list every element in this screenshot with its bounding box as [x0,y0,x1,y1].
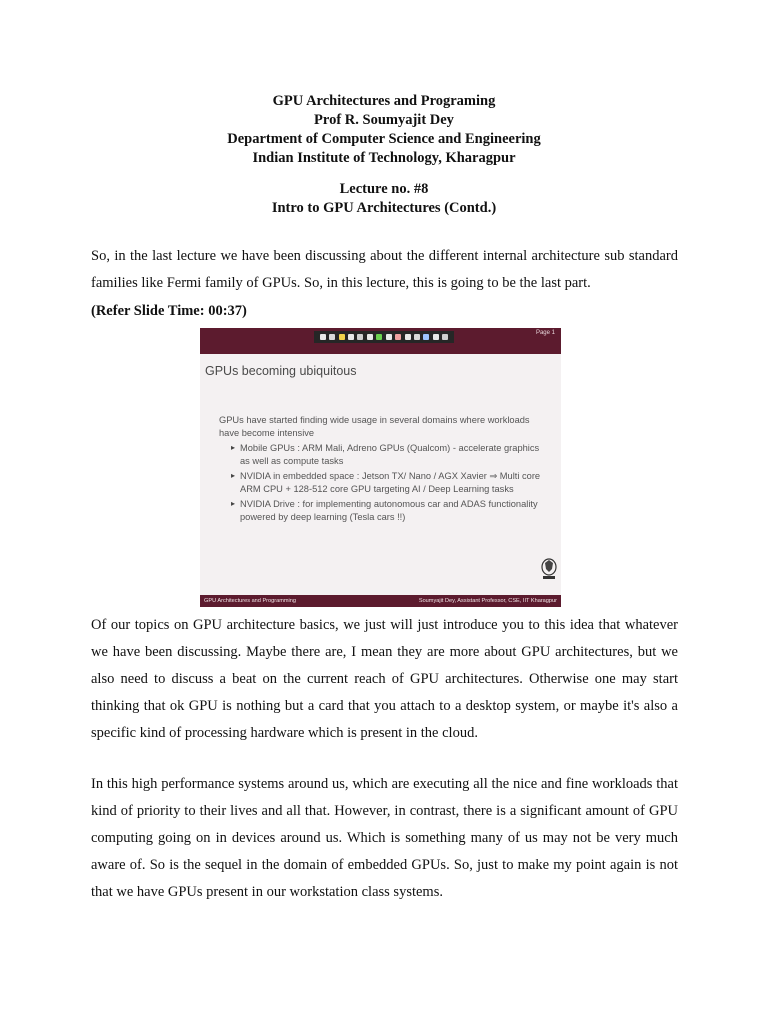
professor-name: Prof R. Soumyajit Dey [314,112,454,128]
highlighter-icon [376,334,382,340]
paragraph-embedded-gpus: In this high performance systems around us, which are executing all the nice and fine workloads that kind of priority to their lives and all that. However, in contrast, there is a significant amount of GPU computing going on in devices around us. Which is something many of us may not be very much aware of. So is the sequel in the domain of embedded GPUs. So, just to make my point again is not that we have GPUs present in our workstation class systems. [91,776,678,900]
lecture-title: Intro to GPU Architectures (Contd.) [271,200,497,216]
slide-bullet: ▸ NVIDIA Drive : for implementing autonomous car and ADAS functionality powered by deep learning (Tesla cars !!) [231,498,549,523]
eraser-icon [395,334,401,340]
pen-icon [367,334,373,340]
refer-slide-time: (Refer Slide Time: 00:37) [91,303,247,319]
course-title: GPU Architectures and Programing [272,93,496,109]
pen-icon [386,334,392,340]
paragraph-intro: So, in the last lecture we have been discussing about the different internal architecture sub standard families like Fermi family of GPUs. So, in this lecture, this is going to be the last part. [91,248,678,291]
slide-footer-course: GPU Architectures and Programming [204,598,297,604]
iit-kharagpur-emblem-icon [540,557,558,581]
lecture-number: Lecture no. #8 [339,181,429,197]
settings-icon [442,334,448,340]
institute-name: Indian Institute of Technology, Kharagpur [252,150,516,166]
slide-annotation-toolbar [314,331,454,343]
pen-icon [414,334,420,340]
pen-icon [433,334,439,340]
slide-image [200,328,561,607]
arrow-icon [357,334,363,340]
slide-intro: GPUs have started finding wide usage in several domains where workloads have become intensive [219,415,530,438]
marker-icon [339,334,345,340]
paragraph-gpu-reach: Of our topics on GPU architecture basics, we just will just introduce you to this idea that whatever we have been discussing. Maybe there are, I mean they are more about GPU architectures, but we also need to discuss a beat on the current reach of GPU architectures. Otherwise one may start thinking that ok GPU is nothing but a card that you attach to a desktop system, or maybe it's also a specific kind of processing hardware which is present in the cloud. [91,617,678,741]
department-name: Department of Computer Science and Engineering [227,131,541,147]
slide-footer-author: Soumyajit Dey, Assistant Professor, CSE, IIT Kharagpur [418,598,557,604]
slide-bottom-bar [200,595,561,607]
slide-bullet: ▸ NVIDIA in embedded space : Jetson TX/ Nano / AGX Xavier ⇒ Multi core ARM CPU + 128-512 core GPU targeting AI / Deep Learning tasks [231,470,549,495]
slide-top-bar [200,328,561,354]
pen-icon [405,334,411,340]
pen-icon [329,334,335,340]
lecture-heading [0,180,768,218]
slide-bullet: ▸ Mobile GPUs : ARM Mali, Adreno GPUs (Qualcom) - accelerate graphics as well as compute tasks [231,442,549,467]
pen-icon [320,334,326,340]
document-header [0,92,768,168]
color-icon [423,334,429,340]
slide-title: GPUs becoming ubiquitous [205,364,357,378]
pen-icon [348,334,354,340]
slide-body [219,414,549,526]
slide-page-number: Page 1 [535,330,555,336]
slide-bullet-list [219,442,549,523]
